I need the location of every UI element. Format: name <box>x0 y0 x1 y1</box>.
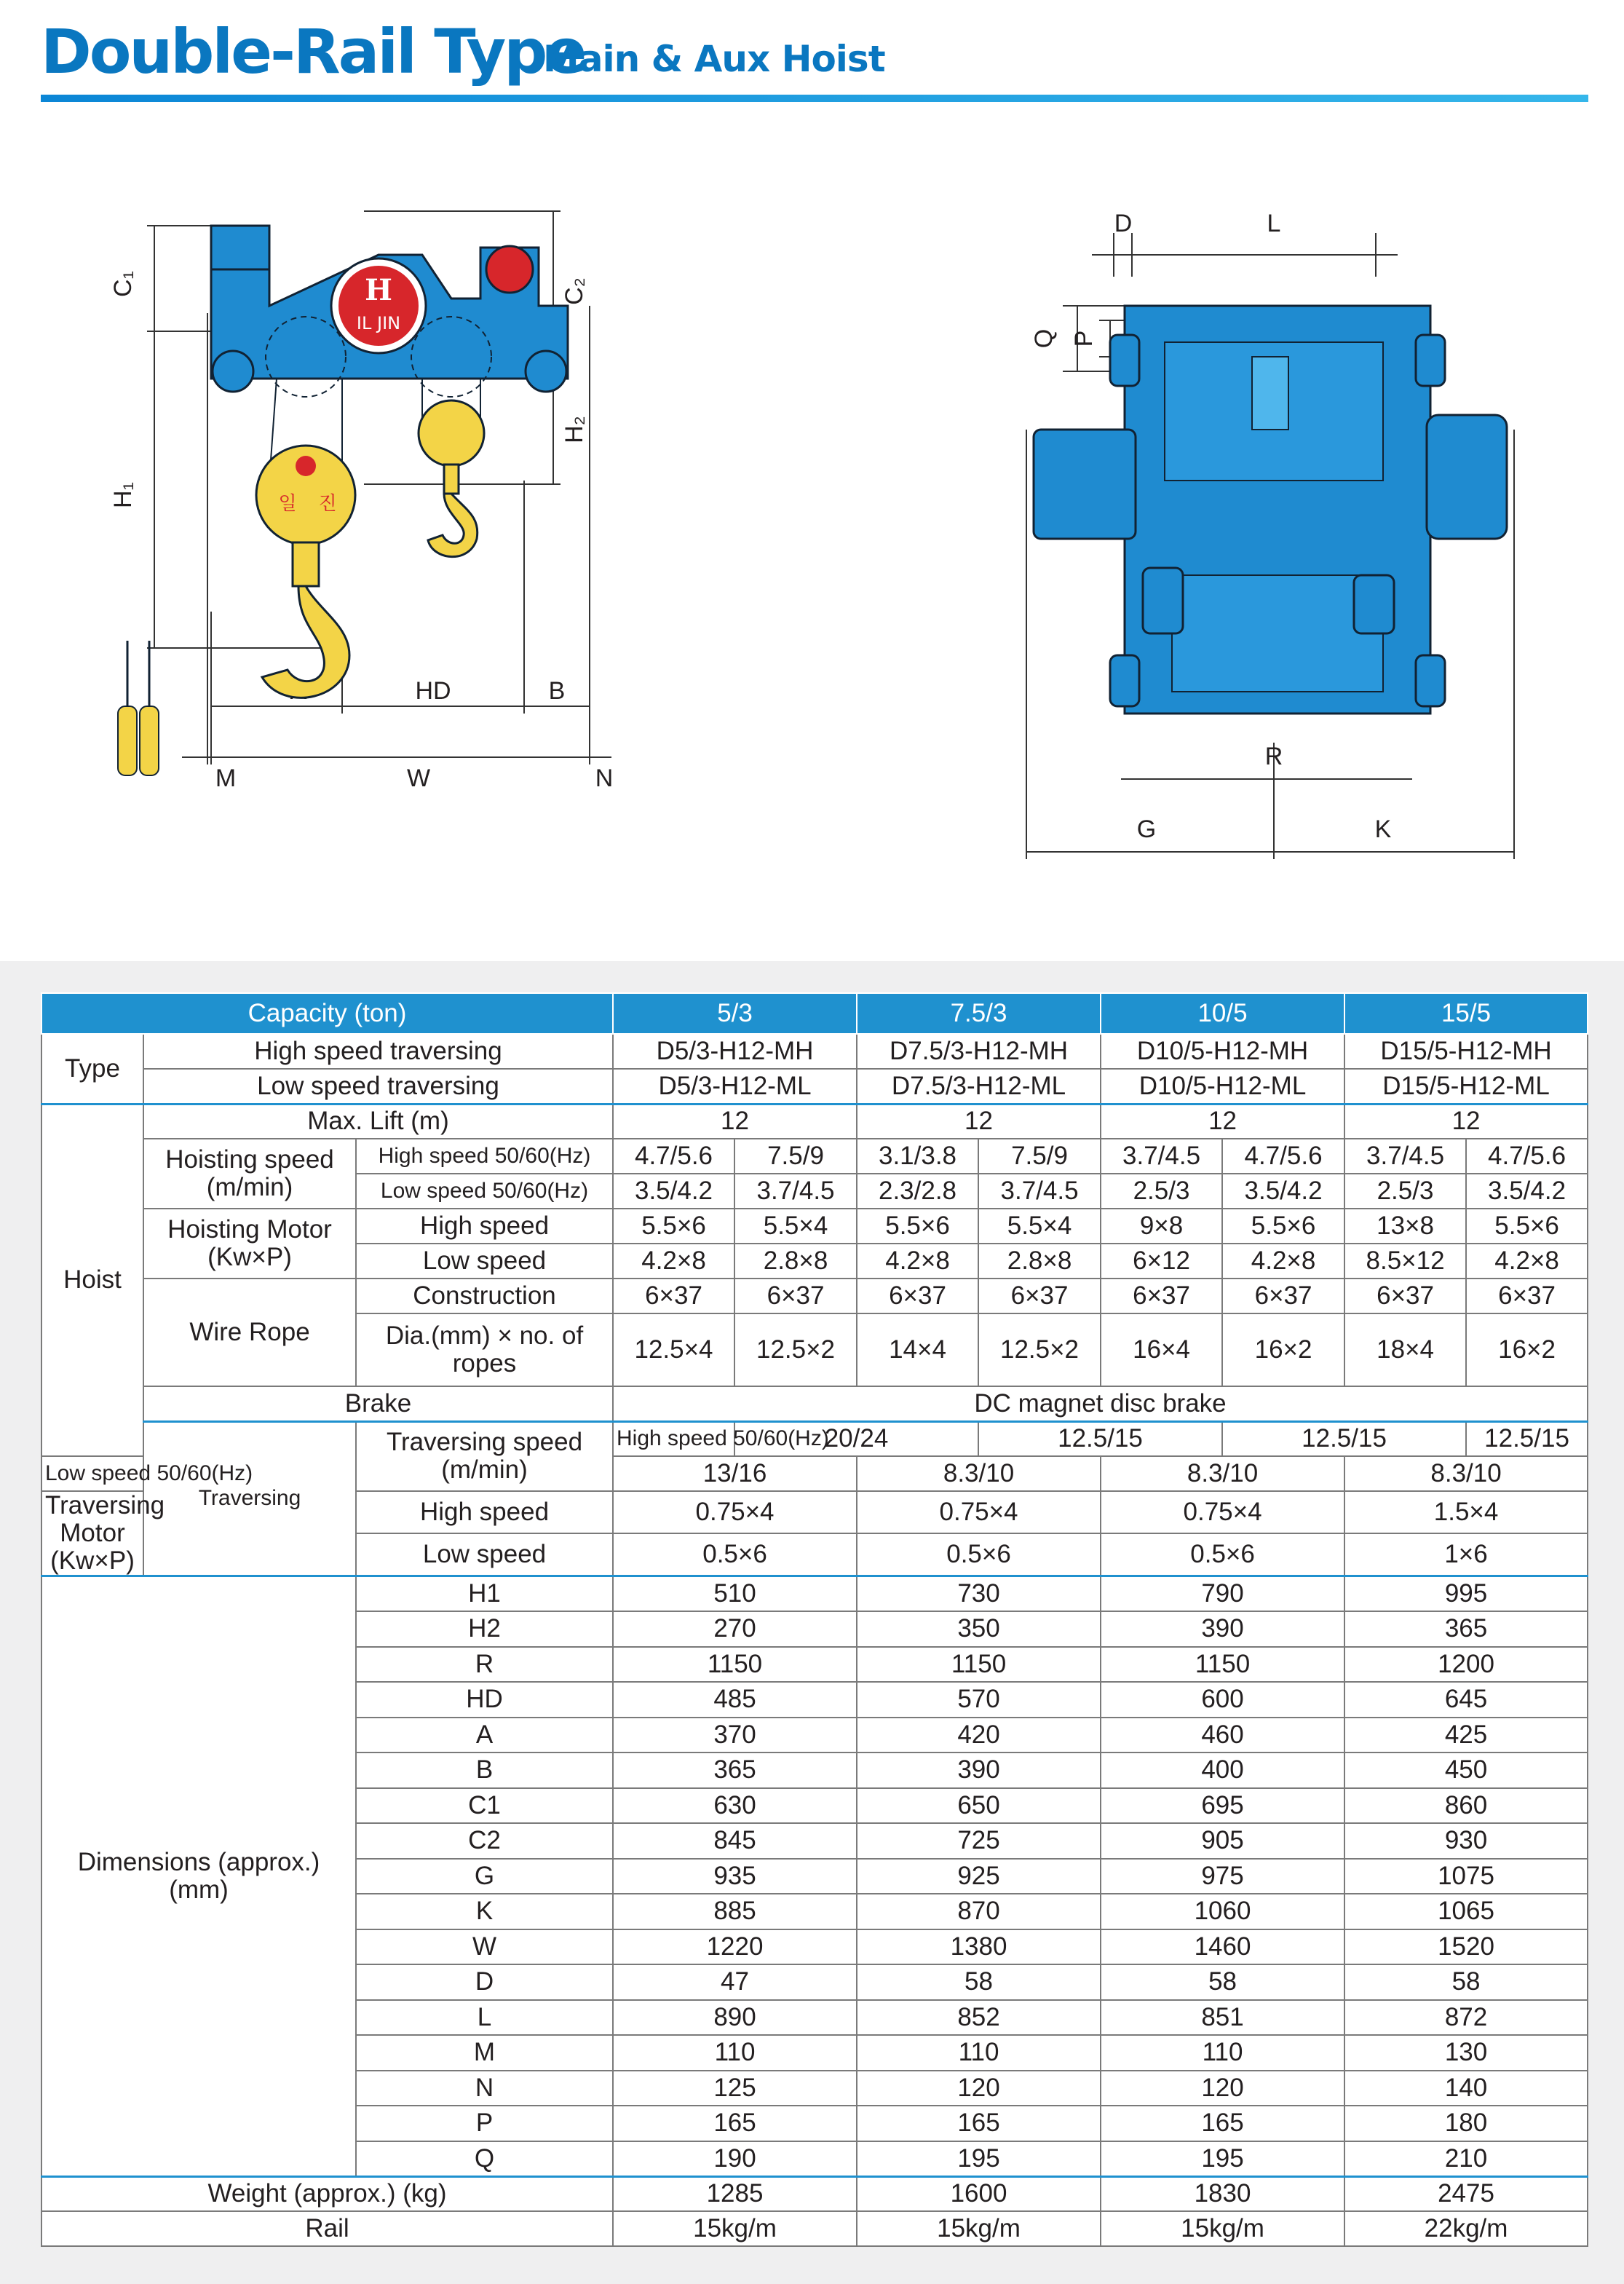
cell: 872 <box>1344 2000 1588 2036</box>
cell: 790 <box>1101 1576 1344 1612</box>
front-view-drawing <box>1019 211 1543 866</box>
hoist-motor-right <box>1427 415 1507 539</box>
spec-table <box>41 992 1588 2247</box>
hoist-motor-left <box>1034 430 1136 539</box>
row-label: H1 <box>356 1576 613 1612</box>
aux-hook <box>428 494 478 557</box>
cell: 18×4 <box>1344 1313 1466 1386</box>
cell: 0.75×4 <box>1101 1491 1344 1533</box>
cell: 6×37 <box>1344 1279 1466 1313</box>
cell: 5.5×4 <box>978 1209 1101 1244</box>
cell: 6×37 <box>1222 1279 1344 1313</box>
cell: 12.5/15 <box>1222 1421 1466 1456</box>
subgroup-label: Hoisting speed (m/min) <box>143 1139 356 1209</box>
cell: 16×2 <box>1466 1313 1588 1386</box>
cell: 110 <box>857 2035 1101 2071</box>
row-label: C1 <box>356 1788 613 1824</box>
cell: 460 <box>1101 1718 1344 1753</box>
label-d: D <box>1114 211 1133 237</box>
cell: 3.7/4.5 <box>1344 1139 1466 1174</box>
label-g: G <box>1136 815 1157 843</box>
cell: 14×4 <box>857 1313 978 1386</box>
cell: 120 <box>857 2071 1101 2106</box>
row-label: Low speed <box>356 1533 613 1576</box>
row-label: High speed 50/60(Hz) <box>613 1421 734 1456</box>
row-label: L <box>356 2000 613 2036</box>
row-label: D <box>356 1964 613 2000</box>
capacity-col: 10/5 <box>1101 993 1344 1034</box>
cell: 390 <box>1101 1611 1344 1647</box>
row-label: P <box>356 2106 613 2141</box>
cell: 9×8 <box>1101 1209 1222 1244</box>
row-label: W <box>356 1929 613 1965</box>
cell: 190 <box>613 2141 857 2177</box>
cell: 12 <box>1101 1104 1344 1139</box>
cell: 2.3/2.8 <box>857 1174 978 1209</box>
title-underline <box>41 95 1588 102</box>
cell: 390 <box>857 1752 1101 1788</box>
table-row <box>41 1139 1588 1174</box>
row-label: N <box>356 2071 613 2106</box>
label-h2: H₂ <box>561 416 588 443</box>
cell: 6×37 <box>613 1279 734 1313</box>
row-label: High speed <box>356 1209 613 1244</box>
cell: 350 <box>857 1611 1101 1647</box>
label-h1: H₁ <box>109 481 137 509</box>
cell: 165 <box>857 2106 1101 2141</box>
cell: 860 <box>1344 1788 1588 1824</box>
cell: D5/3-H12-ML <box>613 1069 857 1104</box>
row-label: Brake <box>143 1386 613 1421</box>
cell: 5.5×6 <box>1466 1209 1588 1244</box>
row-label: K <box>356 1894 613 1929</box>
row-label: HD <box>356 1682 613 1718</box>
cell: 3.7/4.5 <box>978 1174 1101 1209</box>
cell: 4.2×8 <box>1222 1244 1344 1279</box>
cell: 600 <box>1101 1682 1344 1718</box>
cell: 5.5×6 <box>857 1209 978 1244</box>
cell: D7.5/3-H12-MH <box>857 1034 1101 1069</box>
dimensions-body <box>41 1576 1588 2177</box>
cell: 1600 <box>857 2176 1101 2211</box>
cell: 5.5×4 <box>734 1209 857 1244</box>
cell: 630 <box>613 1788 857 1824</box>
cell: 6×37 <box>978 1279 1101 1313</box>
cell: 125 <box>613 2071 857 2106</box>
cell: 4.7/5.6 <box>1222 1139 1344 1174</box>
cell: 0.5×6 <box>1101 1533 1344 1576</box>
label-k: K <box>1374 815 1392 843</box>
cell: 925 <box>857 1859 1101 1894</box>
cell: 905 <box>1101 1823 1344 1859</box>
cell: 890 <box>613 2000 857 2036</box>
cell: 730 <box>857 1576 1101 1612</box>
cell: 935 <box>613 1859 857 1894</box>
cell: 12.5/15 <box>978 1421 1222 1456</box>
row-label: R <box>356 1647 613 1683</box>
cell: 510 <box>613 1576 857 1612</box>
label-r: R <box>1264 743 1283 770</box>
cell: 12.5/15 <box>1466 1421 1588 1456</box>
table-row <box>41 1386 1588 1421</box>
cell: 15kg/m <box>613 2211 857 2246</box>
cell: 1285 <box>613 2176 857 2211</box>
row-label: B <box>356 1752 613 1788</box>
row-label: Construction <box>356 1279 613 1313</box>
page-subtitle: Main & Aux Hoist <box>543 38 885 80</box>
cell: 5.5×6 <box>613 1209 734 1244</box>
cell: D15/5-H12-MH <box>1344 1034 1588 1069</box>
cell: 1150 <box>857 1647 1101 1683</box>
cell: 7.5/9 <box>978 1139 1101 1174</box>
cell: 110 <box>1101 2035 1344 2071</box>
cell: 365 <box>1344 1611 1588 1647</box>
cell: 4.2×8 <box>1466 1244 1588 1279</box>
group-label: Hoist <box>41 1104 143 1456</box>
cell: 13×8 <box>1344 1209 1466 1244</box>
cell: 3.1/3.8 <box>857 1139 978 1174</box>
cell: 1520 <box>1344 1929 1588 1965</box>
cell: D10/5-H12-ML <box>1101 1069 1344 1104</box>
cell: 870 <box>857 1894 1101 1929</box>
capacity-header: Capacity (ton) <box>41 993 613 1034</box>
hook-text-2: 진 <box>318 493 337 515</box>
cell: 4.7/5.6 <box>1466 1139 1588 1174</box>
label-q: Q <box>1030 328 1058 349</box>
cell: 885 <box>613 1894 857 1929</box>
cell: 1065 <box>1344 1894 1588 1929</box>
cell: 270 <box>613 1611 857 1647</box>
cell: 1220 <box>613 1929 857 1965</box>
cell: 6×37 <box>734 1279 857 1313</box>
cell: 370 <box>613 1718 857 1753</box>
cell: 210 <box>1344 2141 1588 2177</box>
label-c1: C₁ <box>109 270 137 298</box>
cell: 650 <box>857 1788 1101 1824</box>
cell: 16×2 <box>1222 1313 1344 1386</box>
cell: D7.5/3-H12-ML <box>857 1069 1101 1104</box>
cell: 165 <box>1101 2106 1344 2141</box>
group-label: Traversing <box>143 1421 356 1576</box>
group-label: Dimensions (approx.) (mm) <box>41 1576 356 2177</box>
label-w: W <box>406 764 431 792</box>
cell: 3.7/4.5 <box>734 1174 857 1209</box>
row-label: Low speed 50/60(Hz) <box>356 1174 613 1209</box>
cell: 0.75×4 <box>613 1491 857 1533</box>
cell: 58 <box>857 1964 1101 2000</box>
cell: 3.5/4.2 <box>1222 1174 1344 1209</box>
cell: 58 <box>1344 1964 1588 2000</box>
cell: 8.3/10 <box>1101 1456 1344 1491</box>
cell: 6×37 <box>1466 1279 1588 1313</box>
cell: D15/5-H12-ML <box>1344 1069 1588 1104</box>
cell: 0.5×6 <box>857 1533 1101 1576</box>
cell: 3.5/4.2 <box>613 1174 734 1209</box>
cell: 851 <box>1101 2000 1344 2036</box>
label-l: L <box>1267 211 1281 237</box>
label-n: N <box>595 764 614 792</box>
row-label: Dia.(mm) × no. of ropes <box>356 1313 613 1386</box>
row-label: Q <box>356 2141 613 2177</box>
cell: 58 <box>1101 1964 1344 2000</box>
row-label: Low speed 50/60(Hz) <box>41 1456 143 1491</box>
side-view-drawing <box>102 204 655 859</box>
capacity-col: 5/3 <box>613 993 857 1034</box>
cell: 5.5×6 <box>1222 1209 1344 1244</box>
cell: 7.5/9 <box>734 1139 857 1174</box>
group-label: Type <box>41 1034 143 1104</box>
table-header-row <box>41 993 1588 1034</box>
logo-letter: H <box>365 273 392 307</box>
cell: 1075 <box>1344 1859 1588 1894</box>
cell: 4.2×8 <box>613 1244 734 1279</box>
row-label: C2 <box>356 1823 613 1859</box>
cell: 3.5/4.2 <box>1466 1174 1588 1209</box>
cell: 47 <box>613 1964 857 2000</box>
cell: 8.3/10 <box>1344 1456 1588 1491</box>
cell: 2.5/3 <box>1344 1174 1466 1209</box>
cell: 15kg/m <box>857 2211 1101 2246</box>
cell: 110 <box>613 2035 857 2071</box>
cell: 1150 <box>613 1647 857 1683</box>
cell: 1060 <box>1101 1894 1344 1929</box>
aux-hook-block <box>419 400 484 466</box>
cell: 400 <box>1101 1752 1344 1788</box>
hook-text-1: 일 <box>278 493 297 515</box>
cell: 645 <box>1344 1682 1588 1718</box>
cell: 140 <box>1344 2071 1588 2106</box>
label-p: P <box>1070 330 1098 347</box>
cell: DC magnet disc brake <box>613 1386 1588 1421</box>
cell: 2475 <box>1344 2176 1588 2211</box>
subgroup-label: Traversing Motor (Kw×P) <box>41 1491 143 1576</box>
cell: 8.3/10 <box>857 1456 1101 1491</box>
cell: 485 <box>613 1682 857 1718</box>
cell: 1830 <box>1101 2176 1344 2211</box>
cell: 12.5×2 <box>734 1313 857 1386</box>
cell: 1460 <box>1101 1929 1344 1965</box>
row-label: High speed <box>356 1491 613 1533</box>
label-m: M <box>215 764 237 792</box>
cell: 570 <box>857 1682 1101 1718</box>
cell: 6×12 <box>1101 1244 1222 1279</box>
row-label: H2 <box>356 1611 613 1647</box>
cell: 195 <box>857 2141 1101 2177</box>
footer-body <box>41 2176 1588 2246</box>
cell: 1.5×4 <box>1344 1491 1588 1533</box>
row-label: High speed traversing <box>143 1034 613 1069</box>
cell: 165 <box>613 2106 857 2141</box>
cell: 420 <box>857 1718 1101 1753</box>
cell: 6×37 <box>1101 1279 1222 1313</box>
cell: 6×37 <box>857 1279 978 1313</box>
table-row <box>41 2176 1588 2211</box>
cell: 365 <box>613 1752 857 1788</box>
subgroup-label: Hoisting Motor (Kw×P) <box>143 1209 356 1279</box>
row-label: A <box>356 1718 613 1753</box>
cell: 1150 <box>1101 1647 1344 1683</box>
cell: 995 <box>1344 1576 1588 1612</box>
page-header <box>0 0 1624 109</box>
cell: 0.5×6 <box>613 1533 857 1576</box>
cell: 12 <box>613 1104 857 1139</box>
table-row <box>41 1104 1588 1139</box>
cell: 15kg/m <box>1101 2211 1344 2246</box>
table-row <box>41 1209 1588 1244</box>
capacity-col: 7.5/3 <box>857 993 1101 1034</box>
table-row <box>41 1069 1588 1104</box>
row-label: Max. Lift (m) <box>143 1104 613 1139</box>
cell: 1×6 <box>1344 1533 1588 1576</box>
drawings-area <box>0 116 1624 961</box>
cell: D5/3-H12-MH <box>613 1034 857 1069</box>
cell: 852 <box>857 2000 1101 2036</box>
pendant-switches <box>118 641 159 775</box>
cell: 13/16 <box>613 1456 857 1491</box>
subgroup-label: Wire Rope <box>143 1279 356 1386</box>
cell: 130 <box>1344 2035 1588 2071</box>
subgroup-label: Traversing speed (m/min) <box>356 1421 613 1491</box>
row-label: Low speed traversing <box>143 1069 613 1104</box>
cell: 4.2×8 <box>857 1244 978 1279</box>
cell: 12.5×2 <box>978 1313 1101 1386</box>
label-c2: C₂ <box>561 277 588 305</box>
cell: 12 <box>1344 1104 1588 1139</box>
capacity-col: 15/5 <box>1344 993 1588 1034</box>
cell: 930 <box>1344 1823 1588 1859</box>
cell: 20/24 <box>734 1421 978 1456</box>
table-row <box>41 1421 1588 1456</box>
row-label: Low speed <box>356 1244 613 1279</box>
table-row <box>41 1279 1588 1313</box>
row-label: High speed 50/60(Hz) <box>356 1139 613 1174</box>
cell: 1380 <box>857 1929 1101 1965</box>
cell: 425 <box>1344 1718 1588 1753</box>
cell: D10/5-H12-MH <box>1101 1034 1344 1069</box>
cell: 725 <box>857 1823 1101 1859</box>
table-row <box>41 1034 1588 1069</box>
table-row <box>41 2211 1588 2246</box>
cell: 195 <box>1101 2141 1344 2177</box>
row-label: Rail <box>41 2211 613 2246</box>
cell: 16×4 <box>1101 1313 1222 1386</box>
cell: 120 <box>1101 2071 1344 2106</box>
cell: 975 <box>1101 1859 1344 1894</box>
cell: 12.5×4 <box>613 1313 734 1386</box>
cell: 450 <box>1344 1752 1588 1788</box>
cell: 22kg/m <box>1344 2211 1588 2246</box>
row-label: Weight (approx.) (kg) <box>41 2176 613 2211</box>
cell: 4.7/5.6 <box>613 1139 734 1174</box>
cell: 12 <box>857 1104 1101 1139</box>
cell: 695 <box>1101 1788 1344 1824</box>
page-title: Double-Rail Type <box>41 16 585 87</box>
label-hd: HD <box>415 677 451 705</box>
table-row <box>41 1576 1588 1612</box>
cell: 845 <box>613 1823 857 1859</box>
row-label: M <box>356 2035 613 2071</box>
cell: 0.75×4 <box>857 1491 1101 1533</box>
cell: 180 <box>1344 2106 1588 2141</box>
main-hook <box>262 586 349 698</box>
cell: 2.5/3 <box>1101 1174 1222 1209</box>
cell: 8.5×12 <box>1344 1244 1466 1279</box>
cell: 3.7/4.5 <box>1101 1139 1222 1174</box>
label-b: B <box>548 677 566 705</box>
cell: 2.8×8 <box>978 1244 1101 1279</box>
row-label: G <box>356 1859 613 1894</box>
cell: 2.8×8 <box>734 1244 857 1279</box>
logo-text: IL JIN <box>356 313 401 333</box>
cell: 1200 <box>1344 1647 1588 1683</box>
